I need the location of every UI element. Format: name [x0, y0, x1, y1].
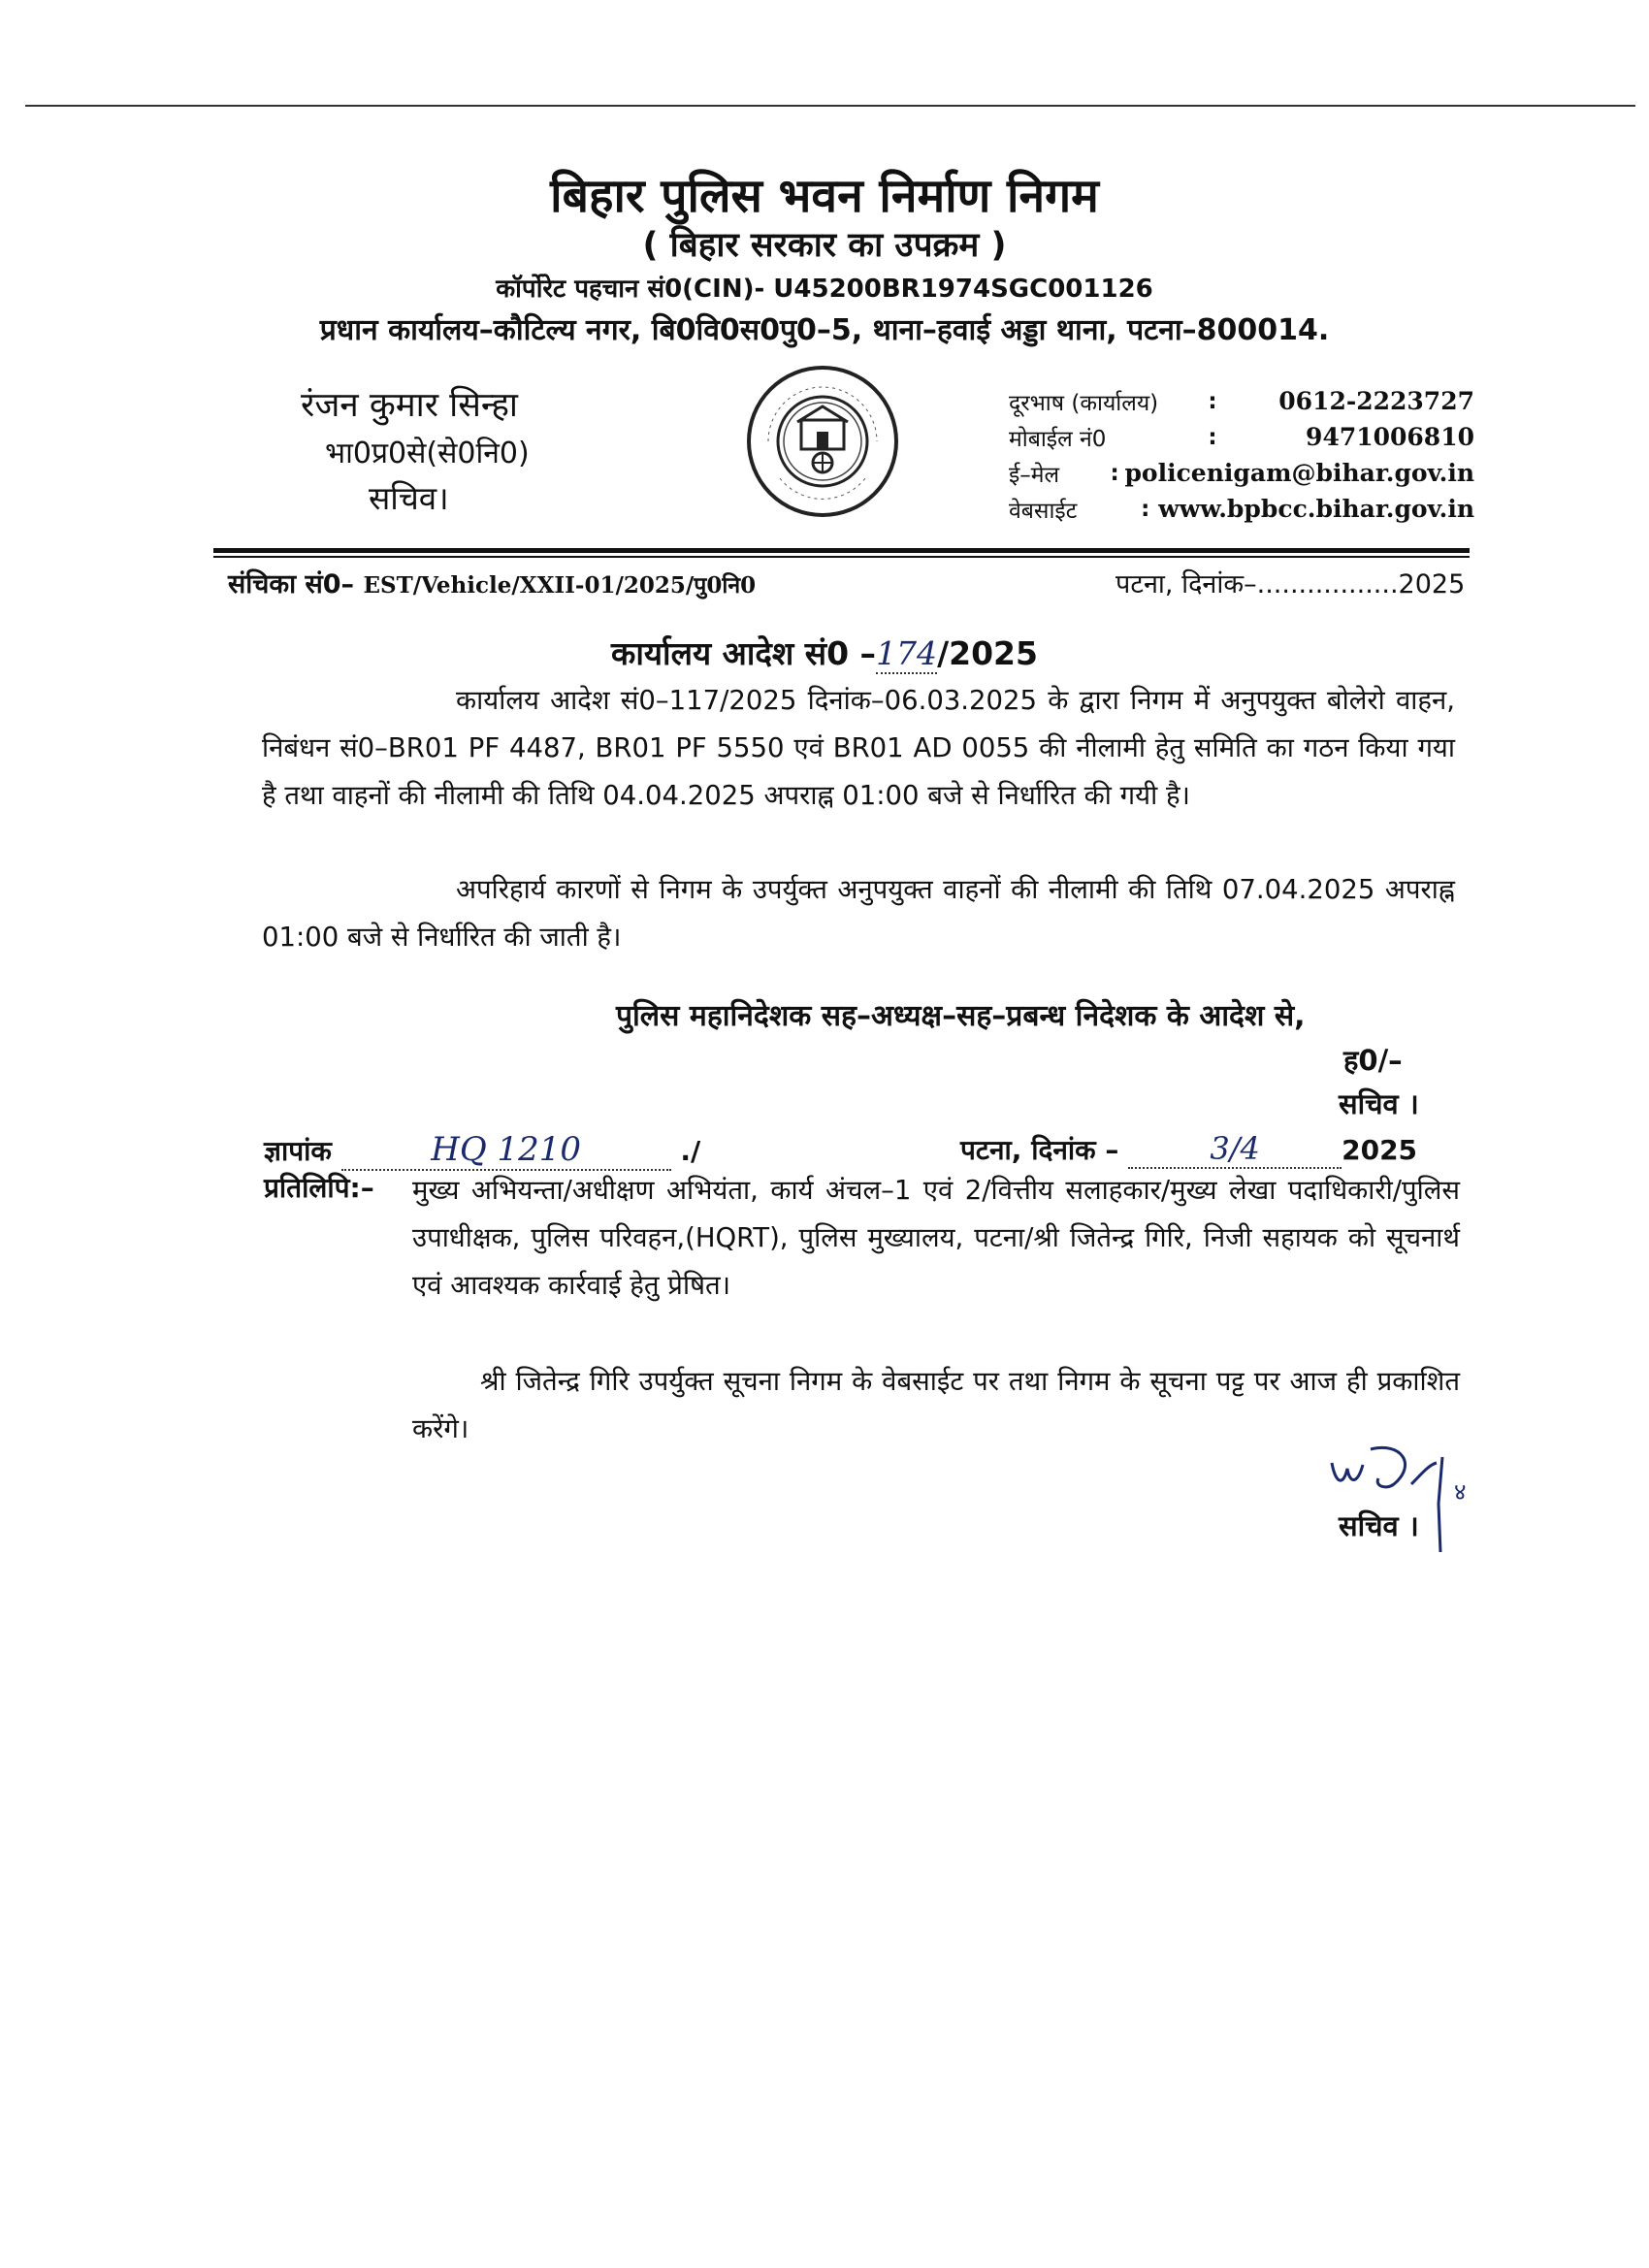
order-heading-suffix: /2025 [937, 634, 1038, 672]
header-divider-thin [213, 556, 1470, 558]
office-phone-label: दूरभाष (कार्यालय) [1009, 390, 1159, 416]
contact-row-email: ई–मेल : policenigam@bihar.gov.in [1009, 459, 1474, 488]
file-number-label: संचिका सं0– [228, 569, 364, 599]
corporate-id: कॉर्पोरेट पहचान सं0(CIN)- U45200BR1974SGC001126 [496, 275, 1153, 304]
memo-date-handwritten: 3/4 [1210, 1130, 1260, 1167]
signature-date-mark: ४ [1454, 1478, 1467, 1506]
office-phone-value: 0612-2223727 [1278, 387, 1474, 415]
memo-date-year: 2025 [1342, 1134, 1418, 1166]
signed-mark: ह0/– [1343, 1044, 1403, 1077]
sender-name: रंजन कुमार सिन्हा [301, 386, 518, 425]
office-order-heading [0, 631, 1649, 674]
email-label: ई–मेल [1009, 462, 1060, 488]
copy-to-instruction-text: श्री जितेन्द्र गिरि उपर्युक्त सूचना निगम के वेबसाईट पर तथा निगम के सूचना पट्ट पर आज ही प्रकाशित करेंगे। [412, 1366, 1460, 1444]
mobile-value: 9471006810 [1306, 423, 1474, 451]
file-number [228, 565, 756, 600]
header-divider-thick [213, 548, 1470, 553]
order-number-handwritten: 174 [876, 634, 938, 672]
order-heading-prefix: कार्यालय आदेश सं0 – [611, 634, 877, 672]
memo-date-label: पटना, दिनांक – [960, 1134, 1119, 1166]
scan-edge-line [25, 105, 1635, 107]
memo-date [960, 1130, 1417, 1169]
contact-block [1009, 383, 1474, 527]
paragraph-1-text: कार्यालय आदेश सं0–117/2025 दिनांक–06.03.2025 के द्वारा निगम में अनुपयुक्त बोलेरो वाहन, निबंधन सं0–BR01 PF 4487, BR01 PF 5550 एवं BR01 AD 0055 की नीलामी हेतु समिति का गठन किया गया है तथा वाहनों की नीलामी की तिथि 04.04.2025 अपराह्न 01:00 बजे से निर्धारित की गयी है। [262, 685, 1455, 811]
order-paragraph-2 [262, 866, 1455, 961]
order-date: पटना, दिनांक–.................2025 [1116, 569, 1466, 599]
memo-label: ज्ञापांक [264, 1135, 332, 1167]
email-value: policenigam@bihar.gov.in [1124, 459, 1474, 487]
order-paragraph-1 [262, 677, 1455, 820]
contact-row-mobile: मोबाईल नं0 : 9471006810 [1009, 423, 1474, 452]
memo-number-handwritten: HQ 1210 [431, 1130, 582, 1169]
paragraph-2-text: अपरिहार्य कारणों से निगम के उपर्युक्त अनुपयुक्त वाहनों की नीलामी की तिथि 07.04.2025 अपराह्न 01:00 बजे से निर्धारित की जाती है। [262, 874, 1455, 953]
head-office-address: प्रधान कार्यालय–कौटिल्य नगर, बि0वि0स0पु0–5, थाना–हवाई अड्डा थाना, पटना–800014. [319, 313, 1330, 347]
memo-number [264, 1130, 700, 1171]
authority-line: पुलिस महानिदेशक सह–अध्यक्ष–सह–प्रबन्ध निदेशक के आदेश से, [616, 999, 1306, 1033]
file-number-value: EST/Vehicle/XXII-01/2025/पु0नि0 [363, 572, 757, 599]
copy-to-text: मुख्य अभियन्ता/अधीक्षण अभियंता, कार्य अंचल–1 एवं 2/वित्तीय सलाहकार/मुख्य लेखा पदाधिकारी/पुलिस उपाधीक्षक, पुलिस परिवहन,(HQRT), पुलिस मुख्यालय, पटना/श्री जितेन्द्र गिरि, निजी सहायक को सूचनार्थ एवं आवश्यक कार्रवाई हेतु प्रेषित। [412, 1175, 1460, 1301]
signatory-designation: सचिव । [1339, 1087, 1419, 1120]
sender-designation: सचिव। [369, 479, 449, 517]
mobile-label: मोबाईल नं0 [1009, 426, 1107, 452]
corporation-seal-icon [745, 364, 900, 519]
contact-row-office-phone: दूरभाष (कार्यालय) : 0612-2223727 [1009, 387, 1474, 416]
copy-to-label: प्रतिलिपि:– [264, 1172, 374, 1204]
contact-row-website: वेबसाईट : www.bpbcc.bihar.gov.in [1009, 495, 1474, 524]
memo-suffix: ./ [680, 1135, 701, 1167]
organization-subtitle: ( बिहार सरकार का उपक्रम ) [642, 226, 1007, 265]
website-value: www.bpbcc.bihar.gov.in [1158, 495, 1474, 523]
final-signatory-designation: सचिव । [1339, 1509, 1419, 1542]
organization-name: बिहार पुलिस भवन निर्माण निगम [550, 169, 1099, 223]
sender-credentials: भा0प्र0से(से0नि0) [325, 437, 530, 470]
website-label: वेबसाईट [1009, 498, 1078, 524]
copy-to-instruction [412, 1358, 1460, 1453]
